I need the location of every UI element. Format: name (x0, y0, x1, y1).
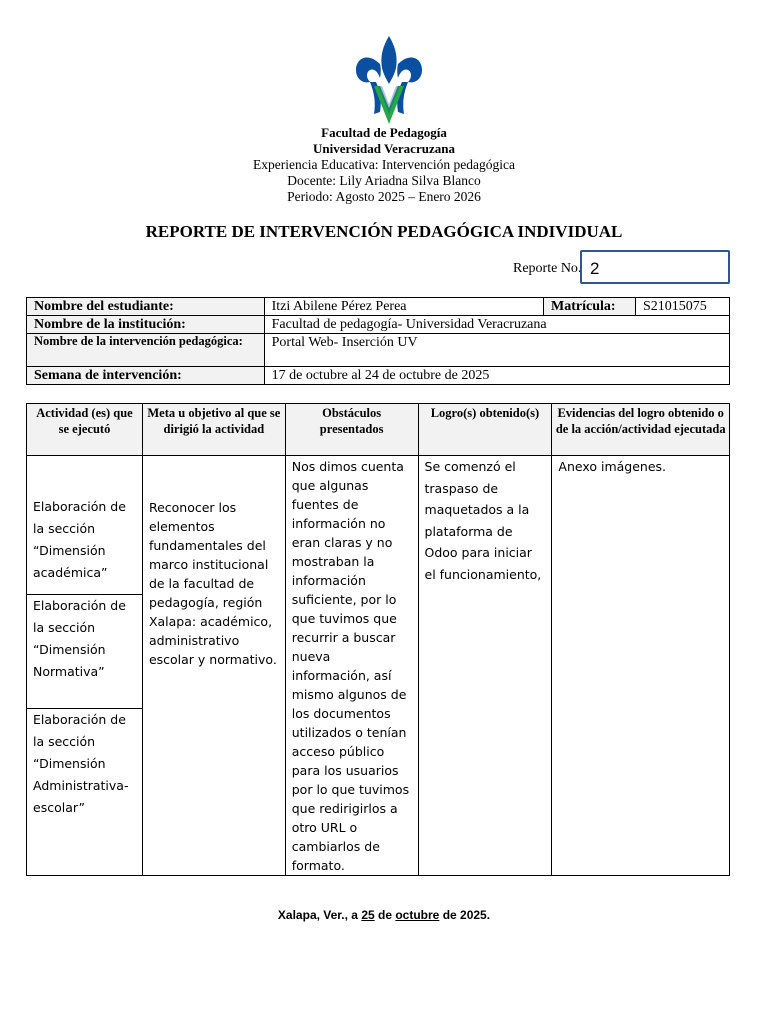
document-title: REPORTE DE INTERVENCIÓN PEDAGÓGICA INDIVIDUAL (145, 222, 623, 241)
date-suffix: de 2025. (439, 908, 491, 922)
activities-table (26, 403, 730, 876)
teacher-line: Docente: Lily Ariadna Silva Blanco (287, 173, 481, 188)
place-date-line (0, 908, 768, 922)
date-prefix: Xalapa, Ver., a (277, 908, 362, 922)
activity-item-1: Elaboración de la sección “Dimensión académica” (27, 456, 143, 595)
activity-item-3: Elaboración de la sección “Dimensión Administrativa-escolar” (27, 708, 143, 875)
intervention-label: Nombre de la intervención pedagógica: (27, 334, 265, 367)
report-number-field[interactable]: 2 (580, 250, 730, 284)
institution-row (27, 316, 730, 334)
week-row (27, 367, 730, 385)
faculty-name: Facultad de Pedagogía (321, 125, 447, 140)
student-info-table (26, 297, 730, 385)
activity-row-1 (27, 456, 730, 595)
document-header (0, 125, 768, 205)
universidad-veracruzana-logo (354, 34, 424, 126)
institution-label: Nombre de la institución: (27, 316, 265, 334)
intervention-value: Portal Web- Inserción UV (264, 334, 729, 367)
date-day: 25 (361, 908, 375, 922)
matricula-label: Matrícula: (544, 298, 636, 316)
experience-line: Experiencia Educativa: Intervención pedagógica (253, 157, 515, 172)
achievements-cell: Se comenzó el traspaso de maquetados a la plataforma de Odoo para iniciar el funcionamiento, (418, 456, 552, 876)
report-number-label: Reporte No. (513, 261, 582, 276)
col-header-obstacles: Obstáculos presentados (285, 404, 418, 456)
institution-value: Facultad de pedagogía- Universidad Veracruzana (264, 316, 729, 334)
student-label: Nombre del estudiante: (27, 298, 265, 316)
col-header-goal: Meta u objetivo al que se dirigió la actividad (142, 404, 285, 456)
date-month: octubre (395, 908, 440, 922)
week-label: Semana de intervención: (27, 367, 265, 385)
activities-header-row (27, 404, 730, 456)
university-name: Universidad Veracruzana (313, 141, 455, 156)
date-mid: de (374, 908, 396, 922)
col-header-evidence: Evidencias del logro obtenido o de la acción/actividad ejecutada (552, 404, 730, 456)
student-row (27, 298, 730, 316)
goal-cell: Reconocer los elementos fundamentales del marco institucional de la facultad de pedagogía, región Xalapa: académico, administrativo escolar y normativo. (142, 456, 285, 876)
obstacles-cell: Nos dimos cuenta que algunas fuentes de información no eran claras y no mostraban la información suficiente, por lo que tuvimos que recurrir a buscar nueva información, así mismo algunos de los documentos utilizados o tenían acceso público para los usuarios por lo que tuvimos que redirigirlos a otro URL o cambiarlos de formato. (285, 456, 418, 876)
period-line: Periodo: Agosto 2025 – Enero 2026 (287, 189, 481, 204)
evidence-cell: Anexo imágenes. (552, 456, 730, 876)
col-header-achievements: Logro(s) obtenido(s) (418, 404, 552, 456)
intervention-row (27, 334, 730, 367)
activity-item-2: Elaboración de la sección “Dimensión Normativa” (27, 594, 143, 708)
col-header-activity: Actividad (es) que se ejecutó (27, 404, 143, 456)
student-value: Itzi Abilene Pérez Perea (264, 298, 543, 316)
matricula-value: S21015075 (636, 298, 730, 316)
week-value: 17 de octubre al 24 de octubre de 2025 (264, 367, 729, 385)
